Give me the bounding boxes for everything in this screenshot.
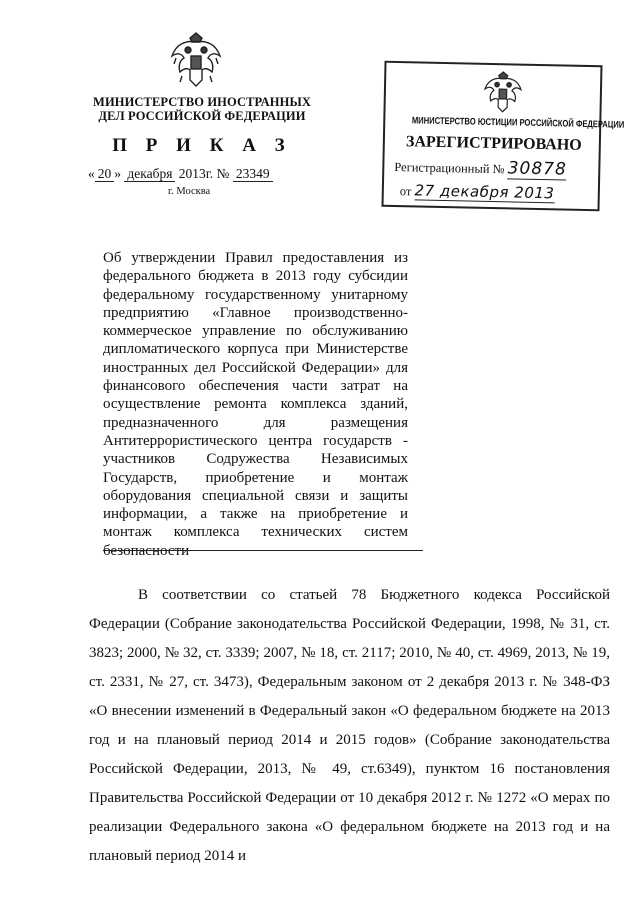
stamp-registered-label: ЗАРЕГИСТРИРОВАНО bbox=[405, 133, 582, 154]
stamp-ministry-name: МИНИСТЕРСТВО ЮСТИЦИИ РОССИЙСКОЙ ФЕДЕРАЦИИ bbox=[411, 115, 625, 131]
double-headed-eagle-emblem-icon bbox=[168, 30, 224, 90]
order-subject: Об утверждении Правил предоставления из федерального бюджета в 2013 году субсидии федеральному государственному унитарному предприятию «Главное производственно-коммерческое управление по обслуживанию дипломатического корпуса при Министерстве иностранных дел Российской Федерации» для финансового обеспечения части затрат на осуществление ремонта комплекса зданий, предназначенного для размещения Антитеррористического центра государств - участников Содружества Независимых Государств, приобретение и монтаж оборудования специальной связи и защиты информации, а также на приобретение и монтаж комплекса технических систем безопасности bbox=[103, 250, 408, 559]
order-month: декабря bbox=[124, 166, 175, 182]
order-body-paragraph: В соответствии со статьей 78 Бюджетного кодекса Российской Федерации (Собрание законодательства Российской Федерации, 1998, № 31, ст. 3823; 2000, № 32, ст. 3339; 2007, № 18, ст. 2117; 2010, № 40, ст. 4969, 2013, № 19, ст. 2331, № 27, ст. 3473), Федеральным законом от 2 декабря 2013 г. № 348-ФЗ «О внесении изменений в Федеральный закон «О федеральном бюджете на 2013 год и на плановый период 2014 и 2015 годов» (Собрание законодательства Российской Федерации, 2013, № 49, ст.6349), пунктом 16 постановления Правительства Российской Федерации от 10 декабря 2012 г. № 1272 «О мерах по реализации Федерального закона «О федеральном бюджете на 2013 год и на плановый период 2014 и bbox=[89, 587, 610, 864]
ministry-name: МИНИСТЕРСТВО ИНОСТРАННЫХ ДЕЛ РОССИЙСКОЙ ФЕДЕРАЦИИ bbox=[93, 95, 311, 123]
stamp-date-value: 27 декабря 2013 bbox=[414, 181, 555, 203]
stamp-registration-number-line bbox=[394, 156, 567, 180]
order-number: 23349 bbox=[233, 166, 273, 182]
registration-stamp bbox=[381, 61, 625, 212]
order-date-number-line: « 20 » декабря 2013г. № 23349 bbox=[88, 166, 328, 182]
stamp-reg-number: 30878 bbox=[507, 158, 568, 180]
order-title: П Р И К А З bbox=[112, 135, 292, 156]
stamp-date-line bbox=[400, 181, 555, 202]
order-day: 20 bbox=[95, 166, 115, 182]
stamp-date-label: от bbox=[399, 184, 412, 199]
stamp-eagle-emblem-icon bbox=[481, 69, 524, 116]
stamp-reg-label: Регистрационный № bbox=[394, 159, 505, 177]
order-year-suffix: 13 bbox=[192, 166, 206, 181]
city-label: г. Москва bbox=[168, 186, 211, 197]
subject-underline-divider bbox=[103, 550, 423, 551]
